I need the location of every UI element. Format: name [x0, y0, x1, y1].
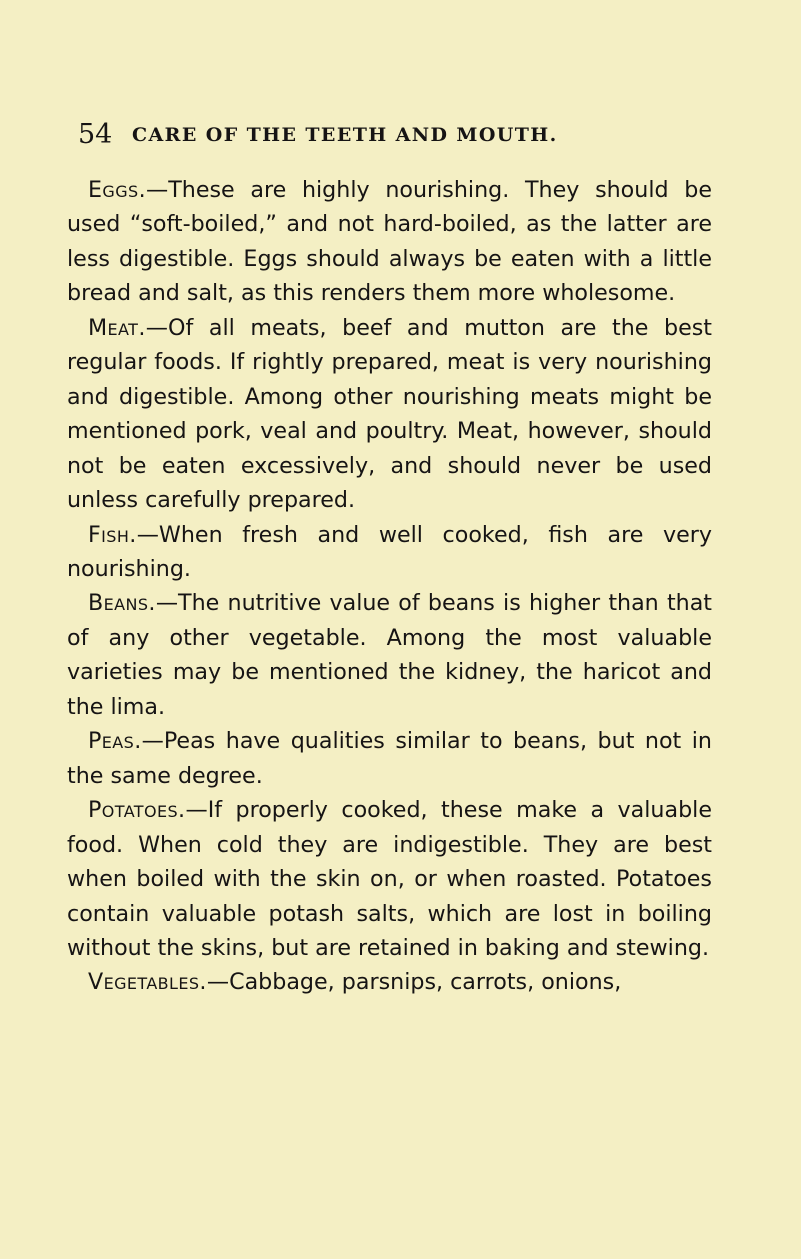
paragraph-vegetables [67, 965, 712, 999]
paragraph-lead: Potatoes. [88, 797, 186, 824]
paragraph-text: —Of all meats, beef and mutton are the best regular foods. If rightly prepared, meat is very nourishing and digestible. Among other nourishing meats might be mentioned pork, veal and poultry. Meat, however, should not be eaten excessively, and should never be used unless carefully prepared. [67, 314, 712, 514]
body-text [67, 173, 712, 1000]
paragraph-text: —When fresh and well cooked, fish are very nourishing. [67, 521, 712, 582]
running-head: CARE OF THE TEETH AND MOUTH. [132, 124, 558, 146]
paragraph-lead: Vegetables. [88, 969, 207, 996]
paragraph-lead: Eggs. [88, 177, 147, 203]
page-header [78, 116, 728, 154]
paragraph-eggs [67, 173, 712, 311]
paragraph-lead: Beans. [88, 590, 156, 617]
paragraph-fish [67, 518, 712, 587]
paragraph-text: —The nutritive value of beans is higher than that of any other vegetable. Among the most valuable varieties may be mentioned the kidney, the haricot and the lima. [67, 590, 712, 720]
paragraph-beans [67, 586, 712, 724]
paragraph-meat [67, 311, 712, 518]
paragraph-text: —Cabbage, parsnips, carrots, onions, [206, 969, 622, 996]
page-number: 54 [78, 119, 113, 150]
paragraph-text: —These are highly nourishing. They should be used “soft-boiled,” and not hard-boiled, as the latter are less digestible. Eggs should always be eaten with a little bread and salt, as this renders them more wholesome. [67, 177, 712, 307]
paragraph-text: —If properly cooked, these make a valuable food. When cold they are indigestible. They are best when boiled with the skin on, or when roasted. Potatoes contain valuable potash salts, which are lost in boiling without the skins, but are retained in baking and stewing. [67, 797, 712, 961]
paragraph-potatoes [67, 793, 712, 965]
paragraph-lead: Peas. [88, 728, 142, 755]
paragraph-lead: Fish. [88, 521, 137, 548]
paragraph-text: —Peas have qualities similar to beans, but not in the same degree. [67, 728, 712, 789]
paragraph-lead: Meat. [88, 314, 146, 341]
paragraph-peas [67, 724, 712, 793]
